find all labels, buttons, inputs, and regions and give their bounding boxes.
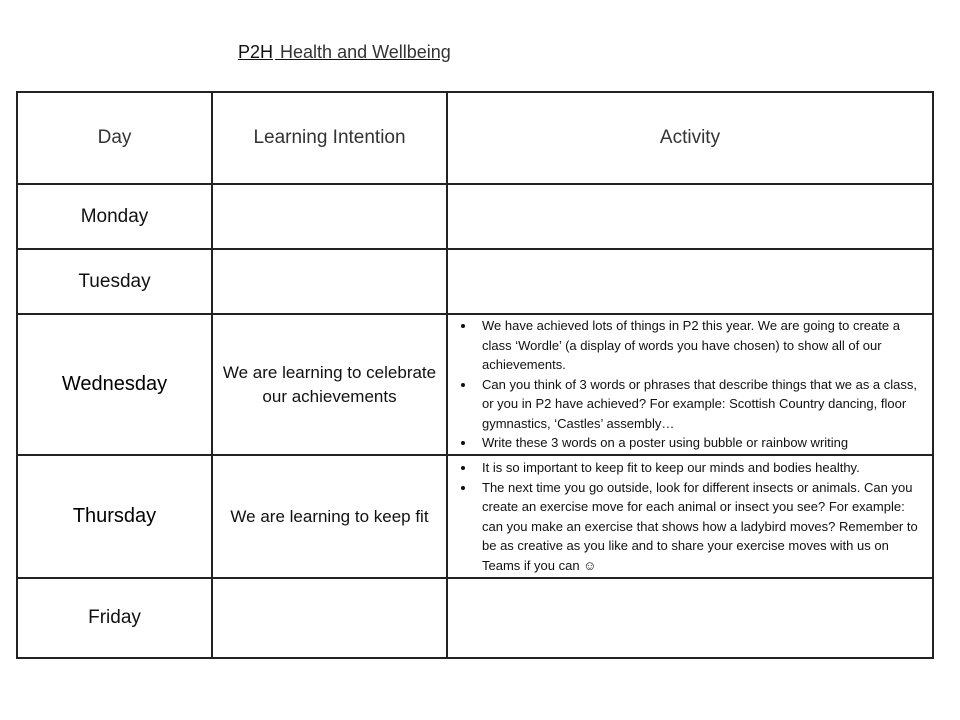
activity-item: • We have achieved lots of things in P2 this year. We are going to create a class ‘Wordle’ (a display of words you have chosen) to show all of our achievements. <box>476 316 926 375</box>
activity-cell <box>447 184 933 249</box>
activity-cell <box>447 249 933 314</box>
header-row <box>17 92 933 184</box>
title-subject: Health and Wellbeing <box>280 42 451 62</box>
table-row-wednesday <box>17 314 933 455</box>
activity-item: • Can you think of 3 words or phrases that describe things that we as a class, or you in P2 have achieved? For example: Scottish Country dancing, floor gymnastics, ‘Castles’ assembly… <box>476 375 926 434</box>
activity-cell <box>447 455 933 578</box>
day-cell: Thursday <box>17 455 212 578</box>
activity-list <box>448 316 932 453</box>
learning-intention-cell: We are learning to celebrate our achievements <box>212 314 447 455</box>
activity-item: • The next time you go outside, look for different insects or animals. Can you create an exercise move for each animal or insect you see? For example: can you make an exercise that shows how a ladybird moves? Remember to be as creative as you like and to share your exercise moves with us on Teams if you can ☺ <box>476 478 926 576</box>
header-activity: Activity <box>447 92 933 184</box>
weekly-plan-table <box>16 91 934 659</box>
activity-list <box>448 458 932 575</box>
day-cell: Friday <box>17 578 212 658</box>
header-learning-intention: Learning Intention <box>212 92 447 184</box>
activity-cell <box>447 314 933 455</box>
activity-cell <box>447 578 933 658</box>
table-row-tuesday <box>17 249 933 314</box>
learning-intention-cell: We are learning to keep fit <box>212 455 447 578</box>
page-title <box>238 42 451 63</box>
activity-item: • It is so important to keep fit to keep our minds and bodies healthy. <box>476 458 926 478</box>
header-day: Day <box>17 92 212 184</box>
table-row-friday <box>17 578 933 658</box>
learning-intention-cell <box>212 184 447 249</box>
day-cell: Tuesday <box>17 249 212 314</box>
table-row-monday <box>17 184 933 249</box>
day-cell: Wednesday <box>17 314 212 455</box>
learning-intention-cell <box>212 249 447 314</box>
day-cell: Monday <box>17 184 212 249</box>
learning-intention-cell <box>212 578 447 658</box>
activity-item: • Write these 3 words on a poster using bubble or rainbow writing <box>476 433 926 453</box>
table-row-thursday <box>17 455 933 578</box>
title-class-code: P2H <box>238 42 274 62</box>
